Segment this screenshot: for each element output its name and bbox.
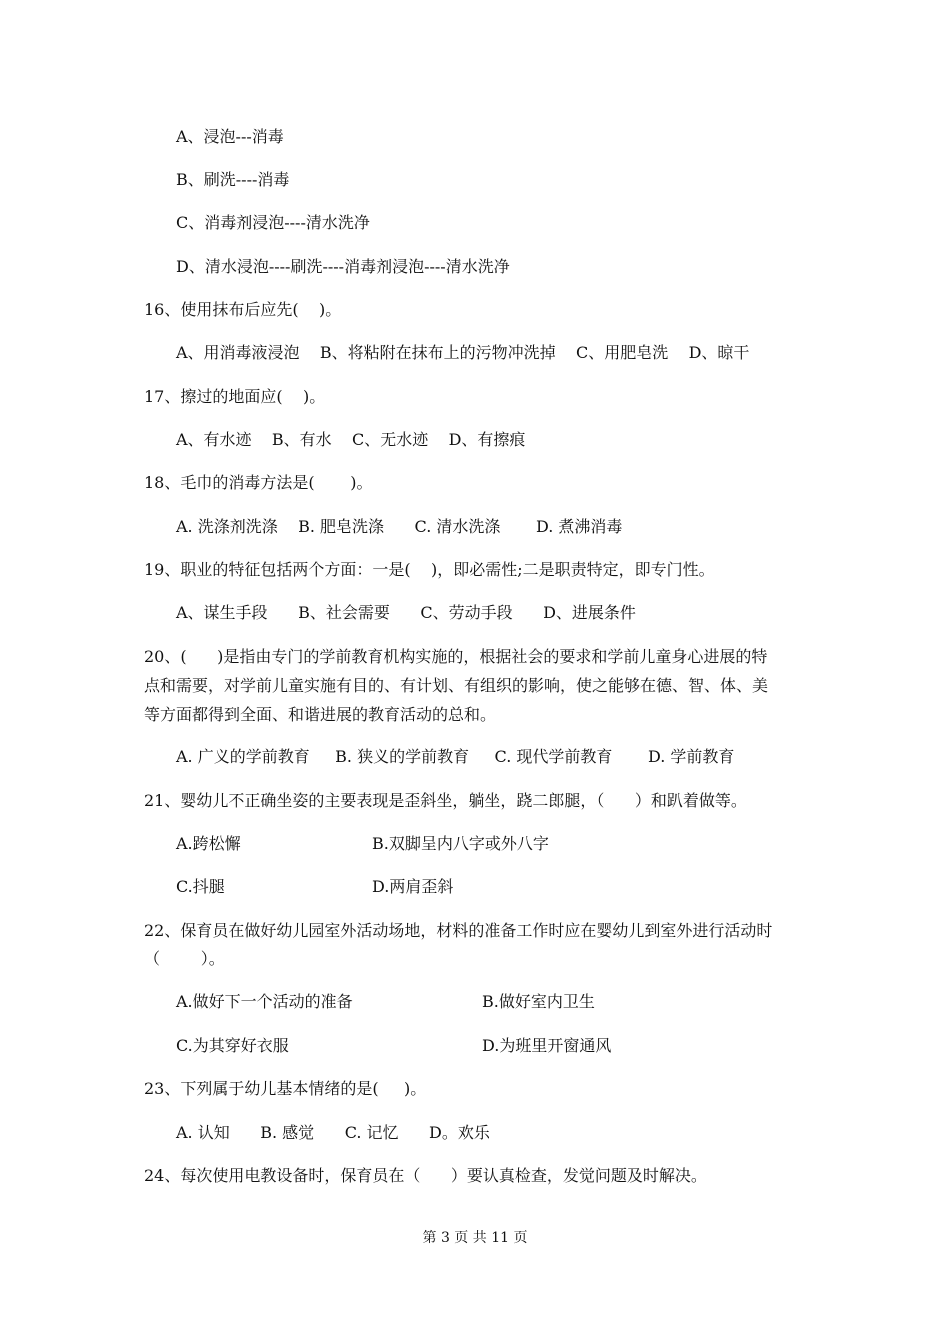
question-17: 17、擦过的地面应( )。 (144, 387, 326, 406)
option-a-22: A.做好下一个活动的准备 (176, 992, 353, 1011)
question-22-line-1: 22、保育员在做好幼儿园室外活动场地，材料的准备工作时应在婴幼儿到室外进行活动时 (144, 921, 773, 940)
question-20-line-2: 点和需要，对学前儿童实施有目的、有计划、有组织的影响，使之能够在德、智、体、美 (144, 676, 769, 695)
option-c-21: C.抖腿 (176, 877, 225, 896)
option-c-15: C、消毒剂浸泡----清水洗净 (176, 213, 370, 232)
option-d-22: D.为班里开窗通风 (482, 1036, 612, 1055)
option-d-15: D、清水浸泡----刷洗----消毒剂浸泡----清水洗净 (176, 257, 510, 276)
options-17: A、有水迹 B、有水 C、无水迹 D、有擦痕 (176, 430, 526, 449)
options-19: A、谋生手段 B、社会需要 C、劳动手段 D、进展条件 (176, 603, 636, 622)
options-18: A. 洗涤剂洗涤 B. 肥皂洗涤 C. 清水洗涤 D. 煮沸消毒 (176, 517, 623, 536)
question-24: 24、每次使用电教设备时，保育员在（ ）要认真检查，发觉问题及时解决。 (144, 1166, 707, 1185)
option-d-21: D.两肩歪斜 (372, 877, 454, 896)
option-b-22: B.做好室内卫生 (482, 992, 595, 1011)
question-21: 21、婴幼儿不正确坐姿的主要表现是歪斜坐，躺坐，跷二郎腿，（ ）和趴着做等。 (144, 791, 747, 810)
option-a-21: A.跨松懈 (176, 834, 241, 853)
question-19: 19、职业的特征包括两个方面：一是( )，即必需性;二是职责特定，即专门性。 (144, 560, 715, 579)
option-b-21: B.双脚呈内八字或外八字 (372, 834, 549, 853)
page-number: 第 3 页 共 11 页 (422, 1230, 528, 1246)
question-20-line-3: 等方面都得到全面、和谐进展的教育活动的总和。 (144, 705, 497, 724)
question-23: 23、下列属于幼儿基本情绪的是( )。 (144, 1079, 427, 1098)
option-b-15: B、刷洗----消毒 (176, 170, 290, 189)
options-23: A. 认知 B. 感觉 C. 记忆 D。欢乐 (176, 1123, 490, 1142)
options-20: A. 广义的学前教育 B. 狭义的学前教育 C. 现代学前教育 D. 学前教育 (176, 747, 735, 766)
option-a-15: A、浸泡---消毒 (176, 127, 284, 146)
question-20-line-1: 20、( )是指由专门的学前教育机构实施的，根据社会的要求和学前儿童身心进展的特 (144, 647, 768, 666)
question-16: 16、使用抹布后应先( )。 (144, 300, 342, 319)
question-22-line-2: （ ）。 (144, 949, 225, 968)
question-18: 18、毛巾的消毒方法是( )。 (144, 473, 373, 492)
options-16: A、用消毒液浸泡 B、将粘附在抹布上的污物冲洗掉 C、用肥皂洗 D、晾干 (176, 343, 750, 362)
option-c-22: C.为其穿好衣服 (176, 1036, 289, 1055)
